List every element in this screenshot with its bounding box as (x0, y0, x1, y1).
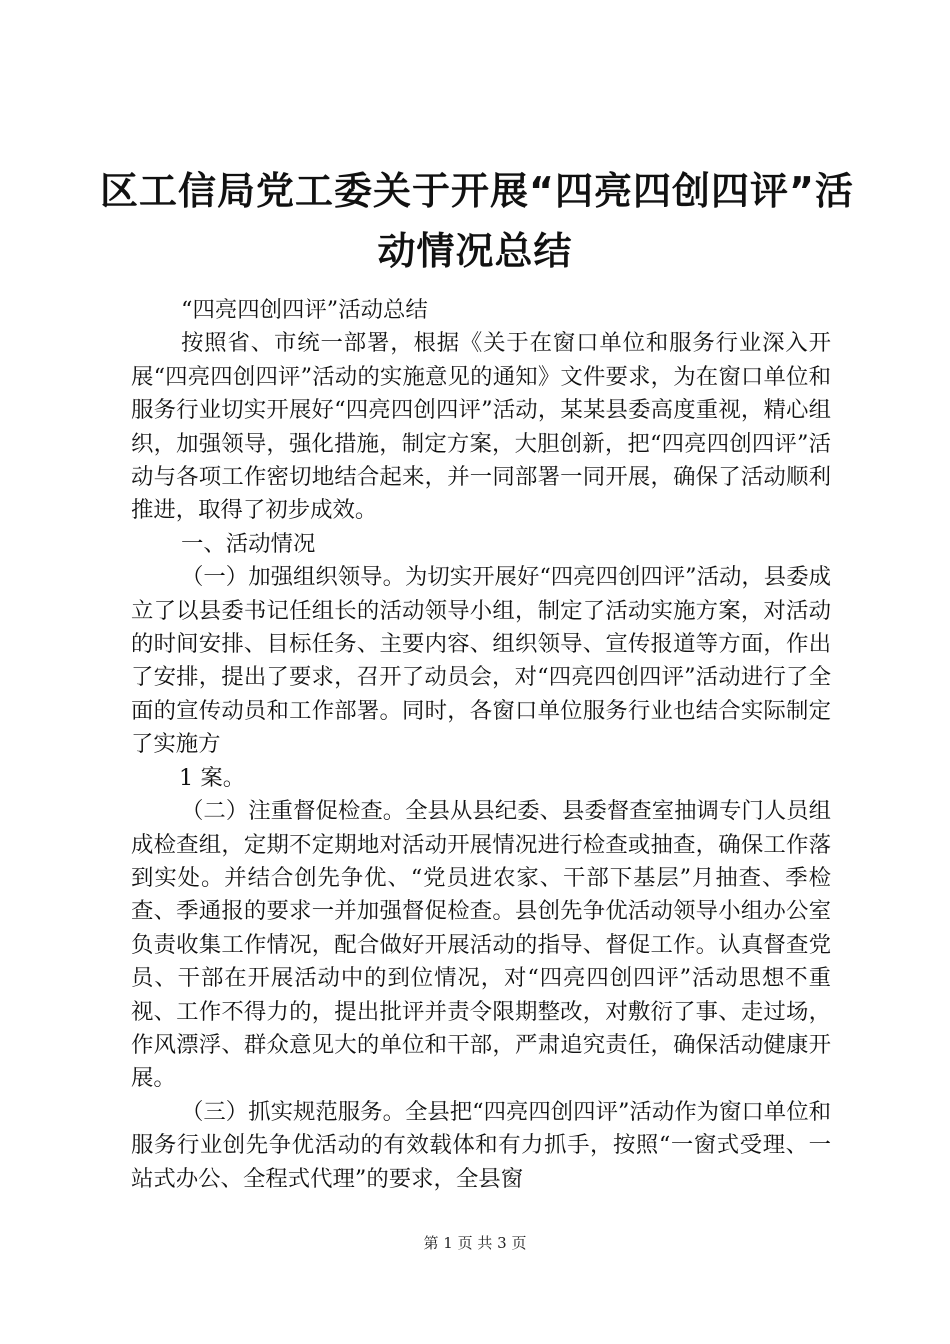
paragraph-2: （二）注重督促检查。全县从县纪委、县委督查室抽调专门人员组成检查组，定期不定期地对活动开展情况进行检查或抽查，确保工作落到实处。并结合创先争优、“党员进农家、干部下基层”月抽查、季检查、季通报的要求一并加强督促检查。县创先争优活动领导小组办公室负责收集工作情况，配合做好开展活动的指导、督促工作。认真督查党员、干部在开展活动中的到位情况，对“四亮四创四评”活动思想不重视、工作不得力的，提出批评并责令限期整改，对敷衍了事、走过场，作风漂浮、群众意见大的单位和干部，严肃追究责任，确保活动健康开展。 (131, 798, 831, 1092)
intro-paragraph: 按照省、市统一部署，根据《关于在窗口单位和服务行业深入开展“四亮四创四评”活动的实施意见的通知》文件要求，为在窗口单位和服务行业切实开展好“四亮四创四评”活动，某某县委高度重视，精心组织，加强领导，强化措施，制定方案，大胆创新，把“四亮四创四评”活动与各项工作密切地结合起来，并一同部署一同开展，确保了活动顺利推进，取得了初步成效。 (131, 330, 831, 524)
document-title-line2: 动情况总结 (377, 229, 573, 273)
paragraph-3: （三）抓实规范服务。全县把“四亮四创四评”活动作为窗口单位和服务行业创先争优活动的有效载体和有力抓手，按照“一窗式受理、一站式办公、全程式代理”的要求，全县窗 (131, 1098, 831, 1192)
document-subtitle: “四亮四创四评”活动总结 (181, 297, 428, 323)
section1-heading: 一、活动情况 (181, 530, 316, 557)
page-footer: 第 1 页 共 3 页 (423, 1234, 527, 1252)
paragraph-1-tail: 1 案。 (179, 764, 246, 791)
document-body (131, 294, 831, 1196)
document-title-line1: 区工信局党工委关于开展“四亮四创四评”活 (100, 169, 854, 213)
paragraph-1: （一）加强组织领导。为切实开展好“四亮四创四评”活动，县委成立了以县委书记任组长的活动领导小组，制定了活动实施方案，对活动的时间安排、目标任务、主要内容、组织领导、宣传报道等方面，作出了安排，提出了要求，召开了动员会，对“四亮四创四评”活动进行了全面的宣传动员和工作部署。同时，各窗口单位服务行业也结合实际制定了实施方 (131, 564, 831, 758)
